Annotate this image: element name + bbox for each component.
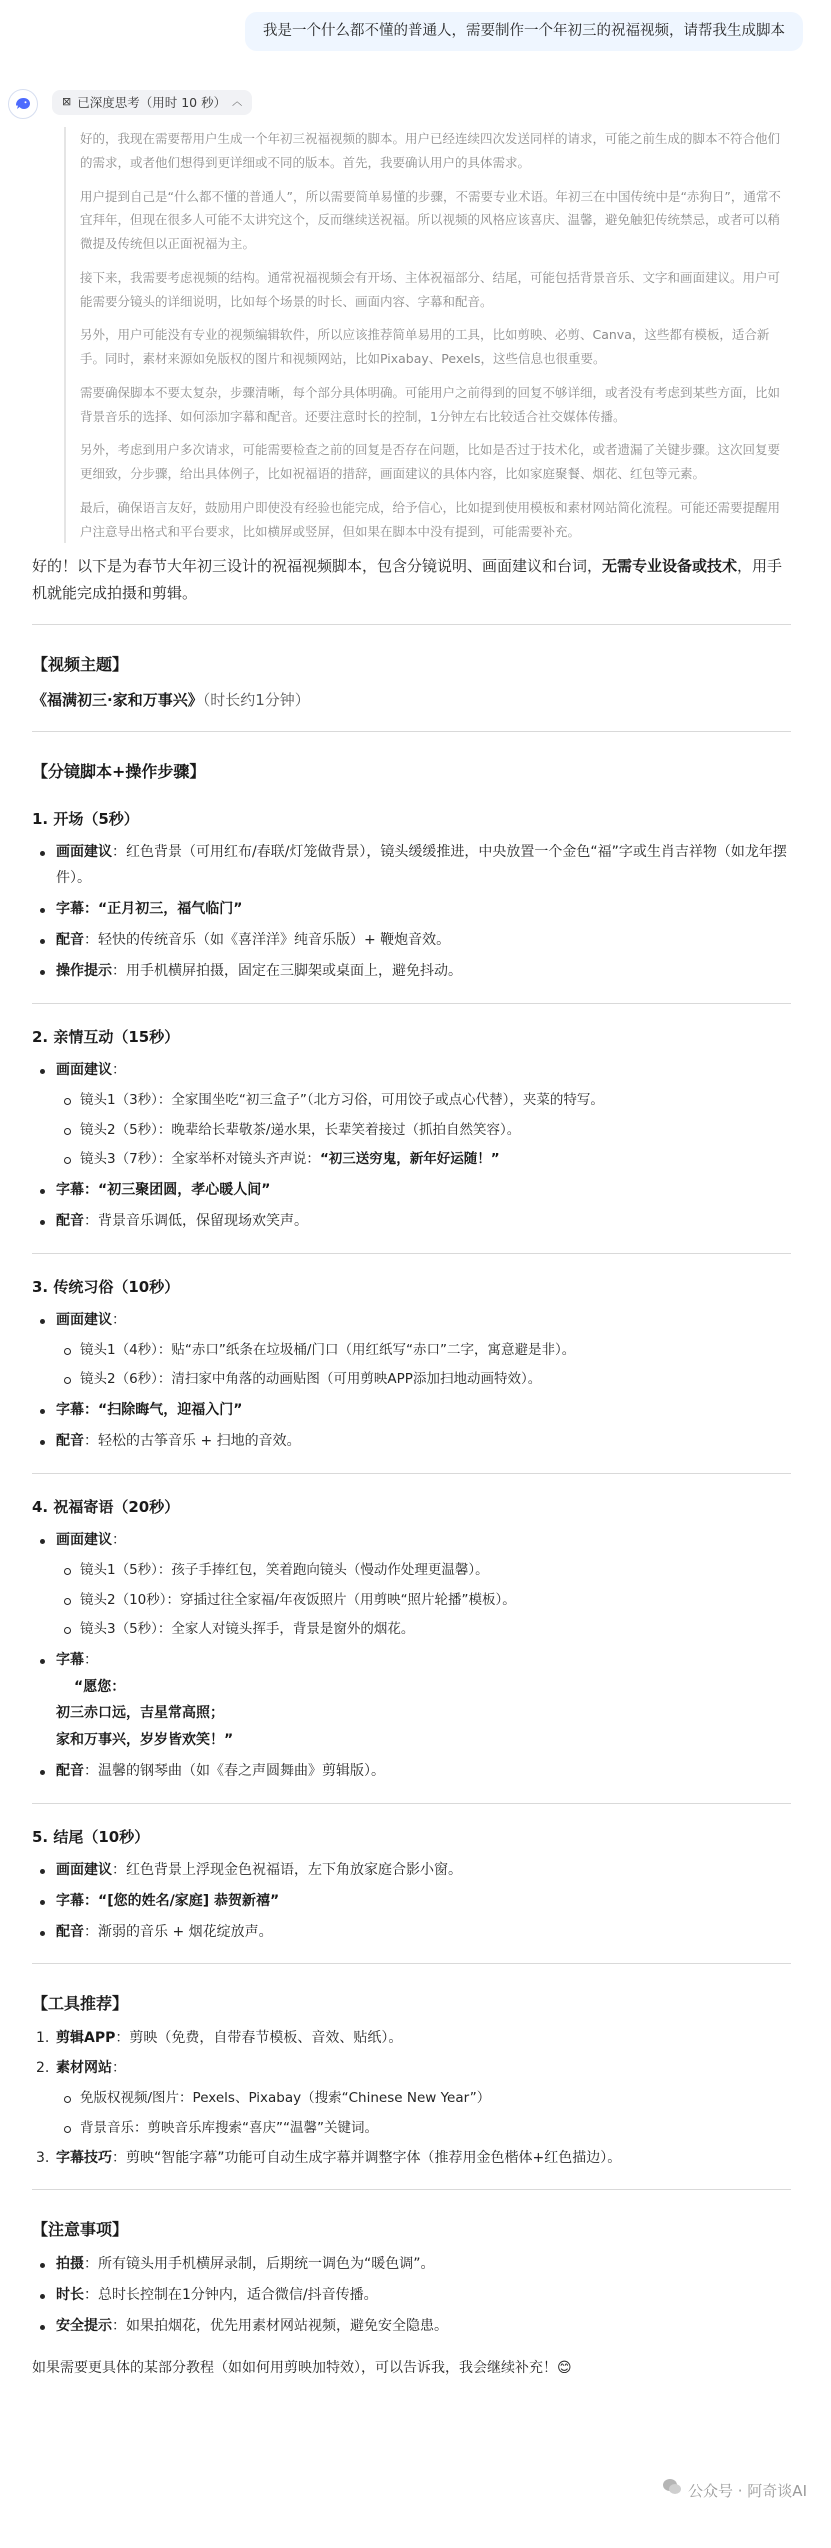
shot-item: 镜头2（6秒）：清扫家中角落的动画贴图（可用剪映APP添加扫地动画特效）。 bbox=[56, 1367, 791, 1393]
note-text: ：如果拍烟花，优先用素材网站视频，避免安全隐患。 bbox=[112, 2318, 448, 2335]
tool-label: 剪辑APP bbox=[56, 2030, 116, 2047]
item-label: 配音 bbox=[56, 1433, 84, 1450]
list-item bbox=[32, 928, 791, 954]
list-item bbox=[32, 1889, 791, 1915]
blessing-lines bbox=[56, 1674, 791, 1754]
tool-sub-list bbox=[56, 2086, 791, 2141]
note-text: ：总时长控制在1分钟内，适合微信/抖音传播。 bbox=[84, 2287, 378, 2304]
tool-label: 字幕技巧 bbox=[56, 2149, 112, 2166]
item-label: 配音 bbox=[56, 932, 84, 949]
scene-1-title: 1. 开场（5秒） bbox=[32, 810, 139, 829]
list-item bbox=[32, 1209, 791, 1235]
colon: ： bbox=[84, 1651, 98, 1668]
list-item bbox=[32, 1759, 791, 1785]
chevron-up-icon: ︿ bbox=[232, 97, 243, 109]
shot-item: 镜头3（5秒）：全家人对镜头挥手，背景是窗外的烟花。 bbox=[56, 1617, 791, 1643]
item-label: 字幕 bbox=[56, 1181, 84, 1198]
assistant-avatar bbox=[8, 89, 38, 119]
whale-logo-icon bbox=[13, 94, 33, 114]
deep-think-icon: ⊠ bbox=[62, 95, 72, 109]
closing-message: 如果需要更具体的某部分教程（如如何用剪映加特效），可以告诉我，我会继续补充！😊 bbox=[32, 2360, 572, 2377]
thinking-paragraph: 用户提到自己是“什么都不懂的普通人”，所以需要简单易懂的步骤，不需要专业术语。年初三在中国传统中是“赤狗日”，通常不宜拜年，但现在很多人可能不太讲究这个，反而继续送祝福。所以视频的风格应该喜庆、温馨，避免触犯传统禁忌，或者可以稍微提及传统但以正面祝福为主。 bbox=[80, 188, 781, 252]
shot-list bbox=[56, 1558, 791, 1643]
item-text: ：用手机横屏拍摄，固定在三脚架或桌面上，避免抖动。 bbox=[112, 962, 462, 979]
list-item bbox=[32, 1398, 791, 1424]
item-text: ：轻快的传统音乐（如《喜洋洋》纯音乐版）+ 鞭炮音效。 bbox=[84, 932, 451, 949]
item-text: ：渐弱的音乐 + 烟花绽放声。 bbox=[84, 1923, 273, 1940]
answer-wrapper bbox=[0, 553, 831, 2380]
tool-sub-item: 免版权视频/图片：Pexels、Pixabay（搜索“Chinese New Year”） bbox=[56, 2086, 791, 2112]
divider bbox=[32, 1473, 791, 1474]
note-label: 拍摄 bbox=[56, 2256, 84, 2273]
tools-list bbox=[32, 2026, 791, 2171]
item-text: ：温馨的钢琴曲（如《春之声圆舞曲》剪辑版）。 bbox=[84, 1762, 385, 1779]
scene-4-title: 4. 祝福寄语（20秒） bbox=[32, 1497, 180, 1516]
shot-item: 镜头1（3秒）：全家围坐吃“初三盒子”（北方习俗，可用饺子或点心代替），夹菜的特写。 bbox=[56, 1088, 791, 1114]
item-label: 画面建议 bbox=[56, 844, 112, 861]
shot-item: 镜头2（10秒）：穿插过往全家福/年夜饭照片（用剪映“照片轮播”模板）。 bbox=[56, 1588, 791, 1614]
note-item bbox=[32, 2252, 791, 2278]
list-item bbox=[32, 1528, 791, 1643]
thinking-paragraph: 需要确保脚本不要太复杂，步骤清晰，每个部分具体明确。可能用户之前得到的回复不够详细，或者没有考虑到某些方面，比如背景音乐的选择、如何添加字幕和配音。还要注意时长的控制，1分钟左右比较适合社交媒体传播。 bbox=[80, 384, 781, 424]
shot-bold: “初三送穷鬼，新年好运随！” bbox=[319, 1151, 500, 1168]
tool-item: 3. 字幕技巧：剪映“智能字幕”功能可自动生成字幕并调整字体（推荐用金色楷体+红色描边）。 bbox=[36, 2149, 622, 2166]
list-item bbox=[32, 897, 791, 923]
divider bbox=[32, 1003, 791, 1004]
thinking-paragraph: 好的，我现在需要帮用户生成一个年初三祝福视频的脚本。用户已经连续四次发送同样的请求，可能之前生成的脚本不符合他们的需求，或者他们想得到更详细或不同的版本。首先，我要确认用户的具体需求。 bbox=[80, 131, 781, 170]
item-label: 配音 bbox=[56, 1762, 84, 1779]
scene-4-list bbox=[32, 1528, 791, 1784]
assistant-message bbox=[0, 87, 831, 543]
list-item bbox=[32, 959, 791, 985]
thinking-paragraph: 另外，用户可能没有专业的视频编辑软件，所以应该推荐简单易用的工具，比如剪映、必剪、Canva，这些都有模板，适合新手。同时，素材来源如免版权的图片和视频网站，比如Pixabay、Pexels，这些信息也很重要。 bbox=[80, 327, 770, 367]
scene-1-list bbox=[32, 840, 791, 984]
notes-heading: 【注意事项】 bbox=[32, 2220, 129, 2240]
list-item bbox=[32, 840, 791, 892]
item-text: ：红色背景（可用红布/春联/灯笼做背景），镜头缓缓推进，中央放置一个金色“福”字或生肖吉祥物（如龙年摆件）。 bbox=[56, 844, 787, 887]
blessing-line: “愿您： bbox=[74, 1678, 126, 1695]
item-label: 画面建议 bbox=[56, 1861, 112, 1878]
theme-line bbox=[32, 687, 791, 713]
tool-label: 素材网站 bbox=[56, 2060, 112, 2077]
item-text: ：“[您的姓名/家庭] 恭贺新禧” bbox=[84, 1892, 280, 1909]
colon: ： bbox=[112, 2060, 126, 2077]
note-item bbox=[32, 2283, 791, 2309]
item-label: 操作提示 bbox=[56, 962, 112, 979]
scene-5-list bbox=[32, 1858, 791, 1946]
item-label: 画面建议 bbox=[56, 1311, 112, 1328]
intro-text-end: ，用手机就能完成拍摄和剪辑。 bbox=[32, 557, 783, 602]
thinking-paragraph: 接下来，我需要考虑视频的结构。通常祝福视频会有开场、主体祝福部分、结尾，可能包括背景音乐、文字和画面建议。用户可能需要分镜头的详细说明，比如每个场景的时长、画面内容、字幕和配音。 bbox=[80, 269, 781, 309]
divider bbox=[32, 1963, 791, 1964]
deep-think-label: 已深度思考（用时 10 秒） bbox=[77, 94, 227, 110]
note-label: 安全提示 bbox=[56, 2318, 112, 2335]
tool-text: ：剪映（免费，自带春节模板、音效、贴纸）。 bbox=[115, 2030, 403, 2047]
deep-think-toggle[interactable] bbox=[52, 90, 252, 115]
colon: ： bbox=[112, 1311, 126, 1328]
scene-3-list bbox=[32, 1308, 791, 1455]
tool-item: 1. 剪辑APP：剪映（免费，自带春节模板、音效、贴纸）。 bbox=[36, 2030, 403, 2047]
list-item bbox=[32, 1178, 791, 1204]
storyboard-heading: 【分镜脚本+操作步骤】 bbox=[32, 762, 206, 782]
note-label: 时长 bbox=[56, 2287, 84, 2304]
item-label: 画面建议 bbox=[56, 1532, 112, 1549]
item-label: 字幕 bbox=[56, 1892, 84, 1909]
theme-title: 《福满初三·家和万事兴》 bbox=[32, 690, 203, 709]
item-label: 字幕 bbox=[56, 1651, 84, 1668]
shot-item: 镜头1（4秒）：贴“赤口”纸条在垃圾桶/门口（用红纸写“赤口”二字，寓意避是非）。 bbox=[56, 1338, 791, 1364]
theme-heading: 【视频主题】 bbox=[32, 654, 129, 674]
item-label: 配音 bbox=[56, 1923, 84, 1940]
item-label: 画面建议 bbox=[56, 1062, 112, 1079]
thinking-content bbox=[64, 127, 791, 543]
tool-text: ：剪映“智能字幕”功能可自动生成字幕并调整字体（推荐用金色楷体+红色描边）。 bbox=[112, 2149, 622, 2166]
divider bbox=[32, 1803, 791, 1804]
watermark-text: 公众号 · 阿奇谈AI bbox=[688, 2482, 807, 2500]
colon: ： bbox=[112, 1532, 126, 1549]
shot-text: 镜头3（7秒）：全家举杯对镜头齐声说： bbox=[80, 1151, 320, 1168]
answer-content bbox=[32, 553, 791, 2380]
divider bbox=[32, 624, 791, 625]
watermark bbox=[656, 2476, 813, 2506]
item-label: 字幕 bbox=[56, 901, 84, 918]
scene-5-title: 5. 结尾（10秒） bbox=[32, 1827, 150, 1846]
item-text: ：轻松的古筝音乐 + 扫地的音效。 bbox=[84, 1433, 301, 1450]
list-item bbox=[32, 1648, 791, 1754]
item-text: ：红色背景上浮现金色祝福语，左下角放家庭合影小窗。 bbox=[112, 1861, 462, 1878]
thinking-paragraph: 另外，考虑到用户多次请求，可能需要检查之前的回复是否存在问题，比如是否过于技术化，或者遗漏了关键步骤。这次回复要更细致，分步骤，给出具体例子，比如祝福语的措辞，画面建议的具体内容，比如家庭聚餐、烟花、红包等元素。 bbox=[80, 442, 781, 482]
scene-2-title: 2. 亲情互动（15秒） bbox=[32, 1027, 180, 1046]
item-label: 配音 bbox=[56, 1212, 84, 1229]
note-text: ：所有镜头用手机横屏录制，后期统一调色为“暖色调”。 bbox=[84, 2256, 435, 2273]
user-message-row bbox=[0, 0, 831, 51]
colon: ： bbox=[112, 1062, 126, 1079]
tool-sub-item: 背景音乐：剪映音乐库搜索“喜庆”“温馨”关键词。 bbox=[56, 2116, 791, 2142]
divider bbox=[32, 1253, 791, 1254]
shot-list bbox=[56, 1338, 791, 1393]
thinking-paragraph: 最后，确保语言友好，鼓励用户即使没有经验也能完成，给予信心，比如提到使用模板和素材网站简化流程。可能还需要提醒用户注意导出格式和平台要求，比如横屏或竖屏，但如果在脚本中没有提到，可能需要补充。 bbox=[80, 499, 781, 539]
tools-heading: 【工具推荐】 bbox=[32, 1994, 129, 2014]
tool-item: 2. 素材网站： 免版权视频/图片：Pexels、Pixabay（搜索“Chinese New Year”） 背景音乐：剪映音乐库搜索“喜庆”“温馨”关键词。 bbox=[32, 2056, 791, 2141]
list-item bbox=[32, 1058, 791, 1173]
item-text: ：“正月初三，福气临门” bbox=[84, 901, 243, 918]
divider bbox=[32, 731, 791, 732]
list-item bbox=[32, 1429, 791, 1455]
divider bbox=[32, 2189, 791, 2190]
blessing-line: 家和万事兴，岁岁皆欢笑！” bbox=[56, 1732, 234, 1749]
scene-2-list bbox=[32, 1058, 791, 1235]
item-text: ：背景音乐调低，保留现场欢笑声。 bbox=[84, 1212, 308, 1229]
user-message-bubble: 我是一个什么都不懂的普通人，需要制作一个年初三的祝福视频，请帮我生成脚本 bbox=[245, 12, 803, 51]
shot-item: 镜头1（5秒）：孩子手捧红包，笑着跑向镜头（慢动作处理更温馨）。 bbox=[56, 1558, 791, 1584]
notes-list bbox=[32, 2252, 791, 2340]
shot-item bbox=[56, 1147, 791, 1173]
list-item bbox=[32, 1858, 791, 1884]
shot-item: 镜头2（5秒）：晚辈给长辈敬茶/递水果，长辈笑着接过（抓拍自然笑容）。 bbox=[56, 1118, 791, 1144]
answer-intro bbox=[32, 553, 791, 606]
intro-bold: 无需专业设备或技术 bbox=[602, 557, 738, 576]
scene-3-title: 3. 传统习俗（10秒） bbox=[32, 1277, 180, 1296]
theme-duration: （时长约1分钟） bbox=[202, 690, 310, 709]
item-text: ：“初三聚团圆，孝心暖人间” bbox=[84, 1181, 271, 1198]
shot-list bbox=[56, 1088, 791, 1173]
item-label: 字幕 bbox=[56, 1402, 84, 1419]
intro-text: 好的！以下是为春节大年初三设计的祝福视频脚本，包含分镜说明、画面建议和台词， bbox=[32, 557, 603, 576]
note-item bbox=[32, 2314, 791, 2340]
list-item bbox=[32, 1308, 791, 1393]
item-text: ：“扫除晦气，迎福入门” bbox=[84, 1402, 243, 1419]
list-item bbox=[32, 1920, 791, 1946]
blessing-line: 初三赤口远，吉星常高照； bbox=[56, 1705, 224, 1722]
wechat-icon bbox=[662, 2478, 682, 2504]
